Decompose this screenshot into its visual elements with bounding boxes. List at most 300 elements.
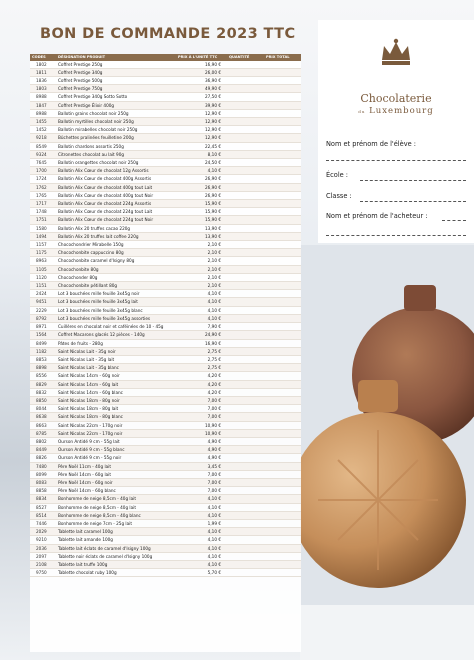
product-unit-price: 4,90 € [176,437,227,445]
buyer-name-label: Nom et prénom de l'acheteur : [326,212,428,220]
table-row [30,487,301,495]
product-code: 8099 [30,470,56,478]
product-unit-price: 7,00 € [176,396,227,404]
quantity-cell[interactable] [227,134,264,142]
quantity-cell[interactable] [227,364,264,372]
quantity-cell[interactable] [227,282,264,290]
student-name-field[interactable] [326,160,466,161]
col-header-total: PRIX TOTAL [264,54,301,61]
quantity-cell[interactable] [227,200,264,208]
total-price-cell[interactable] [264,503,301,511]
total-price-cell[interactable] [264,118,301,126]
total-price-cell[interactable] [264,241,301,249]
quantity-cell[interactable] [227,511,264,519]
crown-icon [376,36,416,72]
product-code: 1724 [30,175,56,183]
table-row [30,159,301,167]
total-price-cell[interactable] [264,552,301,560]
product-code: 8834 [30,495,56,503]
product-unit-price: 24,90 € [176,331,227,339]
product-designation: Bûchettes pralinées feuilletine 200g [56,134,176,142]
quantity-cell[interactable] [227,544,264,552]
total-price-cell[interactable] [264,331,301,339]
product-designation: Ballotin Alix Cœur de chocolat 12g Assortis [56,167,176,175]
total-price-cell[interactable] [264,413,301,421]
table-row [30,61,301,69]
table-row [30,314,301,322]
table-row [30,339,301,347]
table-row [30,380,301,388]
quantity-cell[interactable] [227,569,264,577]
customer-info-panel [318,20,474,243]
quantity-cell[interactable] [227,183,264,191]
total-price-cell[interactable] [264,314,301,322]
product-code: 9451 [30,298,56,306]
product-designation: Chocochondrier Mirabelle 150g [56,241,176,249]
product-unit-price: 13,90 € [176,232,227,240]
product-unit-price: 2,10 € [176,241,227,249]
product-unit-price: 4,10 € [176,560,227,568]
total-price-cell[interactable] [264,93,301,101]
quantity-cell[interactable] [227,175,264,183]
quantity-cell[interactable] [227,470,264,478]
total-price-cell[interactable] [264,560,301,568]
table-row [30,150,301,158]
product-code: 1157 [30,241,56,249]
total-price-cell[interactable] [264,191,301,199]
product-unit-price: 4,10 € [176,552,227,560]
product-code: 2108 [30,560,56,568]
total-price-cell[interactable] [264,208,301,216]
product-unit-price: 16,90 € [176,61,227,69]
table-row [30,470,301,478]
product-code: 1836 [30,77,56,85]
quantity-cell[interactable] [227,536,264,544]
product-designation: Saint Nicolas Lait - 35g lait [56,355,176,363]
product-designation: Tablette lait éclats de caramel d'Isigny 100g [56,544,176,552]
total-price-cell[interactable] [264,101,301,109]
total-price-cell[interactable] [264,290,301,298]
quantity-cell[interactable] [227,413,264,421]
table-row [30,462,301,470]
total-price-cell[interactable] [264,257,301,265]
school-label: École : [326,171,349,179]
table-row [30,175,301,183]
product-designation: Père Noël 14cm - 60g noir [56,478,176,486]
total-price-cell[interactable] [264,511,301,519]
product-unit-price: 26,90 € [176,191,227,199]
table-row [30,249,301,257]
total-price-cell[interactable] [264,454,301,462]
quantity-cell[interactable] [227,142,264,150]
total-price-cell[interactable] [264,273,301,281]
total-price-cell[interactable] [264,405,301,413]
total-price-cell[interactable] [264,355,301,363]
table-row [30,93,301,101]
quantity-cell[interactable] [227,159,264,167]
product-code: 9750 [30,569,56,577]
table-row [30,142,301,150]
total-price-cell[interactable] [264,462,301,470]
product-unit-price: 39,90 € [176,101,227,109]
quantity-cell[interactable] [227,446,264,454]
table-row [30,241,301,249]
table-row [30,372,301,380]
quantity-cell[interactable] [227,478,264,486]
table-row [30,364,301,372]
product-unit-price: 4,10 € [176,544,227,552]
product-code: 1151 [30,282,56,290]
quantity-cell[interactable] [227,249,264,257]
product-code: 1564 [30,331,56,339]
product-unit-price: 1,99 € [176,519,227,527]
product-unit-price: 12,90 € [176,126,227,134]
product-unit-price: 4,10 € [176,298,227,306]
quantity-cell[interactable] [227,224,264,232]
total-price-cell[interactable] [264,126,301,134]
quantity-cell[interactable] [227,109,264,117]
quantity-cell[interactable] [227,347,264,355]
quantity-cell[interactable] [227,462,264,470]
product-code: 8527 [30,503,56,511]
product-designation: Coffret Prestige 750g [56,85,176,93]
total-price-cell[interactable] [264,495,301,503]
product-code: 1580 [30,224,56,232]
table-row [30,200,301,208]
quantity-cell[interactable] [227,273,264,281]
quantity-cell[interactable] [227,61,264,69]
class-field[interactable] [360,201,466,202]
product-unit-price: 7,00 € [176,413,227,421]
product-unit-price: 4,10 € [176,306,227,314]
total-price-cell[interactable] [264,519,301,527]
total-price-cell[interactable] [264,159,301,167]
product-unit-price: 3,45 € [176,462,227,470]
product-code: 7645 [30,159,56,167]
product-unit-price: 2,10 € [176,257,227,265]
total-price-cell[interactable] [264,77,301,85]
product-code: 8792 [30,314,56,322]
table-row [30,134,301,142]
quantity-cell[interactable] [227,528,264,536]
quantity-cell[interactable] [227,429,264,437]
quantity-cell[interactable] [227,388,264,396]
product-unit-price: 4,20 € [176,388,227,396]
quantity-cell[interactable] [227,68,264,76]
total-price-cell[interactable] [264,200,301,208]
product-designation: Saint Nicolas 14cm - 60g noir [56,372,176,380]
product-code: 1452 [30,126,56,134]
quantity-cell[interactable] [227,503,264,511]
product-unit-price: 26,00 € [176,68,227,76]
total-price-cell[interactable] [264,347,301,355]
quantity-cell[interactable] [227,560,264,568]
quantity-cell[interactable] [227,167,264,175]
total-price-cell[interactable] [264,396,301,404]
quantity-cell[interactable] [227,331,264,339]
total-price-cell[interactable] [264,134,301,142]
table-row [30,167,301,175]
quantity-cell[interactable] [227,191,264,199]
product-designation: Ballotin Alix Cœur de chocolat 400g tout Lait [56,183,176,191]
table-row [30,85,301,93]
product-code: 1811 [30,68,56,76]
quantity-cell[interactable] [227,216,264,224]
product-code: 2029 [30,528,56,536]
product-unit-price: 7,00 € [176,470,227,478]
total-price-cell[interactable] [264,429,301,437]
quantity-cell[interactable] [227,339,264,347]
quantity-cell[interactable] [227,519,264,527]
total-price-cell[interactable] [264,364,301,372]
product-unit-price: 7,00 € [176,478,227,486]
quantity-cell[interactable] [227,257,264,265]
product-designation: Tablette lait caramel 100g [56,528,176,536]
product-code: 8988 [30,93,56,101]
product-designation: Coffret Prestige Élixir 400g [56,101,176,109]
product-code: 8853 [30,355,56,363]
table-row [30,388,301,396]
quantity-cell[interactable] [227,298,264,306]
quantity-cell[interactable] [227,241,264,249]
product-unit-price: 2,10 € [176,282,227,290]
product-designation: Chocochonbite 80g [56,265,176,273]
total-price-cell[interactable] [264,142,301,150]
table-row [30,331,301,339]
table-row [30,282,301,290]
product-designation: Tablette noir éclats de caramel d'Isigny 100g [56,552,176,560]
product-unit-price: 10,90 € [176,421,227,429]
product-designation: Lot 3 bouchées mille feuille 3x45g noir [56,290,176,298]
total-price-cell[interactable] [264,85,301,93]
product-code: 8858 [30,487,56,495]
product-designation: Coffret Prestige 340g [56,68,176,76]
product-code: 2097 [30,552,56,560]
total-price-cell[interactable] [264,306,301,314]
table-row [30,273,301,281]
product-code: 8663 [30,421,56,429]
quantity-cell[interactable] [227,487,264,495]
quantity-cell[interactable] [227,396,264,404]
product-designation: Lot 3 bouchées mille feuille 3x45g blanc [56,306,176,314]
product-designation: Saint Nicolas 14cm - 60g lait [56,380,176,388]
product-designation: Ourson Antidé 9 cm - 55g noir [56,454,176,462]
quantity-cell[interactable] [227,101,264,109]
total-price-cell[interactable] [264,421,301,429]
col-header-codes: CODES [30,54,56,61]
quantity-cell[interactable] [227,118,264,126]
total-price-cell[interactable] [264,470,301,478]
total-price-cell[interactable] [264,478,301,486]
product-designation: Coffret Prestige 250g [56,61,176,69]
quantity-cell[interactable] [227,290,264,298]
table-row [30,544,301,552]
product-designation: Ourson Antidé 9 cm - 55g lait [56,437,176,445]
quantity-cell[interactable] [227,454,264,462]
total-price-cell[interactable] [264,61,301,69]
total-price-cell[interactable] [264,569,301,577]
chocolate-ornaments-photo [300,245,474,660]
total-price-cell[interactable] [264,216,301,224]
product-unit-price: 15,90 € [176,208,227,216]
quantity-cell[interactable] [227,126,264,134]
product-designation: Bonhomme de neige 8,5cm - 40g lait [56,495,176,503]
table-row [30,109,301,117]
product-code: 8514 [30,511,56,519]
product-code: 1803 [30,85,56,93]
table-row [30,126,301,134]
product-designation: Ballotin Alix Cœur de chocolat 224g Assortis [56,200,176,208]
product-designation: Père Noël 14cm - 60g lait [56,470,176,478]
table-row [30,396,301,404]
product-unit-price: 4,20 € [176,380,227,388]
product-code: 1748 [30,208,56,216]
product-designation: Bonhomme de neige 7cm - 25g lait [56,519,176,527]
quantity-cell[interactable] [227,265,264,273]
total-price-cell[interactable] [264,487,301,495]
quantity-cell[interactable] [227,150,264,158]
buyer-name-field-a[interactable] [442,220,466,221]
product-unit-price: 49,90 € [176,85,227,93]
total-price-cell[interactable] [264,536,301,544]
total-price-cell[interactable] [264,298,301,306]
quantity-cell[interactable] [227,208,264,216]
product-code: 8785 [30,429,56,437]
quantity-cell[interactable] [227,232,264,240]
product-unit-price: 12,90 € [176,109,227,117]
total-price-cell[interactable] [264,265,301,273]
total-price-cell[interactable] [264,372,301,380]
total-price-cell[interactable] [264,446,301,454]
total-price-cell[interactable] [264,388,301,396]
product-code: 8083 [30,478,56,486]
school-field[interactable] [360,180,466,181]
product-designation: Cuillères en chocolat noir et caféinées de 10 - 45g [56,323,176,331]
col-header-unit-price: PRIX À L'UNITÉ TTC [176,54,227,61]
product-unit-price: 5,70 € [176,569,227,577]
product-designation: Ourson Antidé 9 cm - 55g blanc [56,446,176,454]
product-code: 2424 [30,290,56,298]
product-unit-price: 4,10 € [176,495,227,503]
table-row [30,323,301,331]
product-unit-price: 2,75 € [176,347,227,355]
product-code: 9218 [30,134,56,142]
product-unit-price: 4,10 € [176,314,227,322]
product-designation: Ballotin Alix 20 truffes lait coffee 220g [56,232,176,240]
product-code: 8829 [30,380,56,388]
product-unit-price: 4,10 € [176,536,227,544]
total-price-cell[interactable] [264,323,301,331]
quantity-cell[interactable] [227,306,264,314]
quantity-cell[interactable] [227,495,264,503]
product-designation: Saint Nicolas 22cm - 170g noir [56,421,176,429]
product-designation: Saint Nicolas 18cm - 80g noir [56,396,176,404]
quantity-cell[interactable] [227,380,264,388]
table-row [30,77,301,85]
product-designation: Ballotin chardons assortis 250g [56,142,176,150]
table-row [30,232,301,240]
quantity-cell[interactable] [227,372,264,380]
product-unit-price: 2,10 € [176,273,227,281]
table-row [30,101,301,109]
quantity-cell[interactable] [227,355,264,363]
product-code: 1751 [30,216,56,224]
product-designation: Ballotin orangettes chocolat noir 250g [56,159,176,167]
product-unit-price: 2,10 € [176,265,227,273]
product-unit-price: 7,00 € [176,487,227,495]
total-price-cell[interactable] [264,175,301,183]
total-price-cell[interactable] [264,437,301,445]
product-unit-price: 16,90 € [176,339,227,347]
product-unit-price: 4,10 € [176,528,227,536]
quantity-cell[interactable] [227,77,264,85]
product-designation: Tablette lait truffe 100g [56,560,176,568]
product-designation: Tablette lait amande 100g [56,536,176,544]
product-designation: Ballotin Alix Cœur de chocolat 400g tout Noir [56,191,176,199]
product-unit-price: 26,90 € [176,175,227,183]
total-price-cell[interactable] [264,282,301,290]
total-price-cell[interactable] [264,224,301,232]
product-unit-price: 36,90 € [176,77,227,85]
total-price-cell[interactable] [264,150,301,158]
product-designation: Ballotin grains chocolat noir 250g [56,109,176,117]
product-designation: Pâtes de fruits - 280g [56,339,176,347]
product-code: 2229 [30,306,56,314]
product-code: 1455 [30,118,56,126]
table-row [30,528,301,536]
product-designation: Chocochonbite cappuccino 80g [56,249,176,257]
table-row [30,355,301,363]
total-price-cell[interactable] [264,380,301,388]
total-price-cell[interactable] [264,249,301,257]
table-row [30,183,301,191]
quantity-cell[interactable] [227,93,264,101]
quantity-cell[interactable] [227,314,264,322]
page-title: BON DE COMMANDE 2023 TTC [40,26,296,42]
total-price-cell[interactable] [264,183,301,191]
total-price-cell[interactable] [264,544,301,552]
total-price-cell[interactable] [264,339,301,347]
buyer-name-field-b[interactable] [326,235,466,236]
total-price-cell[interactable] [264,68,301,76]
table-row [30,421,301,429]
product-unit-price: 13,90 € [176,224,227,232]
total-price-cell[interactable] [264,167,301,175]
product-designation: Saint Nicolas 18cm - 80g lait [56,405,176,413]
product-unit-price: 8,10 € [176,150,227,158]
total-price-cell[interactable] [264,232,301,240]
quantity-cell[interactable] [227,552,264,560]
quantity-cell[interactable] [227,323,264,331]
quantity-cell[interactable] [227,421,264,429]
product-code: 1120 [30,273,56,281]
table-row [30,224,301,232]
product-designation: Ballotin Alix Cœur de chocolat 224g tout Noir [56,216,176,224]
quantity-cell[interactable] [227,437,264,445]
table-row [30,265,301,273]
table-row [30,347,301,355]
total-price-cell[interactable] [264,109,301,117]
table-row [30,552,301,560]
quantity-cell[interactable] [227,405,264,413]
product-code: 1494 [30,232,56,240]
quantity-cell[interactable] [227,85,264,93]
product-unit-price: 26,90 € [176,183,227,191]
product-designation: Ballotin myrtilles chocolat noir 250g [56,118,176,126]
product-code: 1717 [30,200,56,208]
total-price-cell[interactable] [264,528,301,536]
table-row [30,257,301,265]
